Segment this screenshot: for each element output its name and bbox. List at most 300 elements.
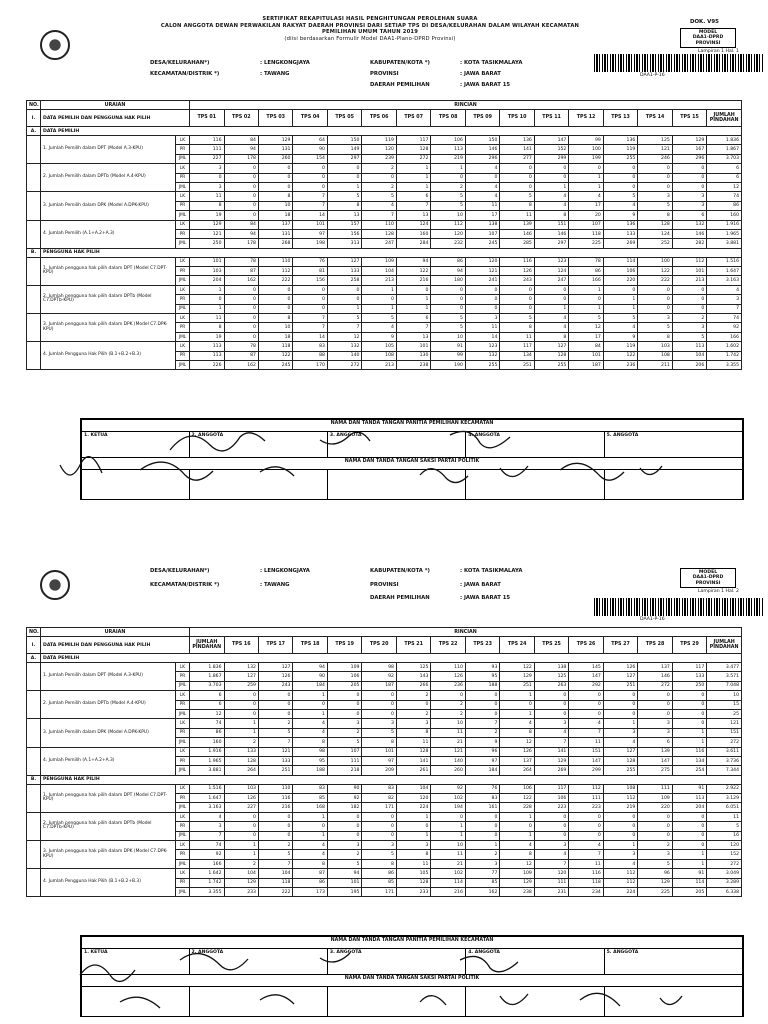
table-cell: 297 — [534, 239, 568, 248]
table-cell: 0 — [224, 201, 258, 210]
table-cell: 0 — [431, 173, 465, 182]
prov-value: : JAWA BARAT — [460, 582, 501, 588]
table-cell: 8 — [362, 859, 396, 868]
table-cell: 134 — [672, 756, 706, 765]
table-cell: 107 — [569, 220, 603, 229]
column-header: TPS 20 — [362, 637, 396, 654]
table-cell: 97 — [293, 229, 327, 238]
table-cell: 254 — [672, 766, 706, 775]
table-cell: 13 — [396, 332, 430, 341]
table-cell: 120 — [396, 794, 430, 803]
table-cell: 5 — [500, 314, 534, 323]
table-cell: 8 — [396, 728, 430, 737]
category-label: JML — [176, 831, 190, 840]
category-label: JML — [176, 766, 190, 775]
table-cell: 263 — [534, 681, 568, 690]
table-cell: 11 — [396, 859, 430, 868]
table-cell: 216 — [396, 276, 430, 285]
table-cell: 3 — [190, 182, 224, 191]
table-cell: 25 — [707, 709, 742, 718]
column-header: TPS 04 — [293, 110, 327, 127]
table-cell: 137 — [258, 220, 292, 229]
table-cell: 98 — [293, 747, 327, 756]
table-cell: 8 — [534, 211, 568, 220]
table-cell: 3.881 — [190, 766, 224, 775]
table-cell: 120 — [465, 257, 499, 266]
category-label: PR — [176, 756, 190, 765]
table-cell: 1.965 — [190, 756, 224, 765]
table-cell: 8 — [327, 201, 361, 210]
category-label: LK — [176, 747, 190, 756]
title-line-2: CALON ANGGOTA DEWAN PERWAKILAN RAKYAT DAERAH PROVINSI DARI SETIAP TPS DI DESA/KELURAHAN DALAM WILAYAH KECAMATAN — [160, 22, 580, 29]
table-cell: 0 — [396, 700, 430, 709]
table-cell: 100 — [569, 145, 603, 154]
table-cell: 3 — [190, 164, 224, 173]
table-cell: 213 — [362, 360, 396, 369]
table-cell: 116 — [500, 257, 534, 266]
table-cell: 18 — [258, 211, 292, 220]
table-cell: 0 — [500, 173, 534, 182]
table-cell: 146 — [465, 145, 499, 154]
category-label: PR — [176, 728, 190, 737]
table-cell: 190 — [431, 360, 465, 369]
table-cell: 224 — [396, 803, 430, 812]
table-cell: 8 — [500, 728, 534, 737]
table-cell: 0 — [258, 304, 292, 313]
table-cell: 4 — [465, 164, 499, 173]
table-cell: 1 — [569, 285, 603, 294]
table-cell: 0 — [293, 822, 327, 831]
table-cell: 0 — [638, 173, 672, 182]
category-label: JML — [176, 239, 190, 248]
table-cell: 78 — [224, 257, 258, 266]
row-label: 3. Jumlah pengguna hak pilih dalam DPK (Model C7.DPK-KPU) — [41, 841, 176, 869]
table-cell: 4 — [465, 192, 499, 201]
table-cell: 0 — [638, 304, 672, 313]
table-cell: 127 — [224, 672, 258, 681]
table-cell: 138 — [465, 220, 499, 229]
table-cell: 5 — [362, 850, 396, 859]
table-cell: 260 — [431, 766, 465, 775]
category-label: PR — [176, 822, 190, 831]
category-label: PR — [176, 173, 190, 182]
table-cell: 3 — [672, 323, 706, 332]
category-label: JML — [176, 154, 190, 163]
category-label: LK — [176, 192, 190, 201]
category-label: JML — [176, 803, 190, 812]
table-cell: 112 — [569, 784, 603, 793]
table-cell: 139 — [500, 220, 534, 229]
table-cell: 0 — [638, 285, 672, 294]
table-cell: 113 — [672, 794, 706, 803]
table-cell: 87 — [224, 267, 258, 276]
row-label: 4. Jumlah Pengguna Hak Pilih (B.1+B.2+B.3) — [41, 869, 176, 897]
table-cell: 74 — [707, 314, 742, 323]
table-cell: 156 — [293, 276, 327, 285]
table-cell: 152 — [534, 145, 568, 154]
table-cell: 162 — [224, 276, 258, 285]
column-header: TPS 12 — [569, 110, 603, 127]
table-cell: 255 — [603, 766, 637, 775]
table-cell: 266 — [396, 681, 430, 690]
table-cell: 1 — [224, 728, 258, 737]
model-line-3: PROVINSI — [695, 40, 721, 46]
category-label: JML — [176, 859, 190, 868]
row-label: 2. Jumlah pengguna hak pilih dalam DPTb (Model C7.DPTb-KPU) — [41, 812, 176, 840]
table-cell: 7 — [258, 738, 292, 747]
table-cell: 101 — [672, 267, 706, 276]
info-block — [150, 60, 522, 88]
party-witness-title: NAMA DAN TANDA TANGAN SAKSI PARTAI POLITIK — [82, 975, 743, 987]
table-cell: 1.965 — [707, 229, 742, 238]
table-cell: 4 — [603, 201, 637, 210]
table-cell: 109 — [638, 794, 672, 803]
table-cell: 20 — [569, 211, 603, 220]
table-cell: 4 — [569, 192, 603, 201]
section-title: DATA PEMILIH — [41, 127, 742, 136]
table-cell: 118 — [569, 229, 603, 238]
table-cell: 126 — [431, 672, 465, 681]
category-label: PR — [176, 850, 190, 859]
table-cell: 2 — [362, 164, 396, 173]
desa-value: : LENGKONGJAYA — [260, 568, 310, 574]
table-cell: 166 — [569, 276, 603, 285]
table-cell: 0 — [224, 173, 258, 182]
table-cell: 0 — [638, 295, 672, 304]
table-cell: 2 — [431, 709, 465, 718]
table-cell: 0 — [224, 304, 258, 313]
table-cell: 218 — [327, 766, 361, 775]
col-no: NO. — [27, 101, 41, 110]
table-cell: 126 — [224, 794, 258, 803]
table-cell: 0 — [327, 295, 361, 304]
table-cell: 0 — [534, 709, 568, 718]
table-cell: 141 — [534, 747, 568, 756]
table-cell: 128 — [603, 756, 637, 765]
table-cell: 125 — [638, 136, 672, 145]
table-cell: 7 — [569, 850, 603, 859]
table-cell: 236 — [603, 360, 637, 369]
category-label: LK — [176, 784, 190, 793]
table-cell: 5 — [362, 728, 396, 737]
table-cell: 119 — [603, 145, 637, 154]
column-header: TPS 19 — [327, 637, 361, 654]
section-no: A. — [27, 127, 41, 136]
model-line-3: PROVINSI — [695, 580, 721, 586]
kpu-logo — [40, 30, 70, 60]
table-cell: 88 — [293, 351, 327, 360]
row-i-title: DATA PEMILIH DAN PENGGUNA HAK PILIH — [41, 637, 190, 654]
table-cell: 1.836 — [190, 663, 224, 672]
table-cell: 6 — [396, 314, 430, 323]
column-header: TPS 21 — [396, 637, 430, 654]
table-cell: 0 — [569, 822, 603, 831]
table-cell: 0 — [224, 700, 258, 709]
table-cell: 0 — [431, 295, 465, 304]
table-cell: 5 — [327, 738, 361, 747]
table-cell: 110 — [258, 257, 292, 266]
table-cell: 147 — [569, 756, 603, 765]
table-cell: 105 — [396, 869, 430, 878]
table-cell: 4 — [569, 841, 603, 850]
table-cell: 120 — [362, 145, 396, 154]
table-cell: 129 — [500, 672, 534, 681]
member-4: 4. ANGGOTA — [466, 949, 604, 975]
table-cell: 5 — [638, 201, 672, 210]
category-label: JML — [176, 276, 190, 285]
table-cell: 232 — [431, 239, 465, 248]
table-cell: 101 — [190, 257, 224, 266]
table-cell: 104 — [362, 267, 396, 276]
table-cell: 3 — [465, 314, 499, 323]
kab-value: : KOTA TASIKMALAYA — [460, 568, 523, 574]
table-cell: 121 — [465, 267, 499, 276]
table-cell: 264 — [224, 766, 258, 775]
column-header: JUMLAH PINDAHAN — [707, 110, 742, 127]
table-cell: 86 — [190, 728, 224, 737]
table-cell: 260 — [258, 154, 292, 163]
table-cell: 0 — [534, 164, 568, 173]
category-label: LK — [176, 285, 190, 294]
table-cell: 92 — [431, 784, 465, 793]
table-cell: 133 — [327, 267, 361, 276]
table-cell: 3 — [534, 841, 568, 850]
table-cell: 8 — [258, 192, 292, 201]
table-cell: 1 — [293, 691, 327, 700]
member-5: 5. ANGGOTA — [604, 432, 742, 458]
table-cell: 17 — [465, 211, 499, 220]
table-cell: 137 — [500, 756, 534, 765]
table-cell: 6.051 — [707, 803, 742, 812]
table-cell: 166 — [190, 859, 224, 868]
table-cell: 150 — [465, 136, 499, 145]
dapil-value: : JAWA BARAT 15 — [460, 595, 511, 601]
table-cell: 4 — [569, 719, 603, 728]
table-cell: 3 — [396, 841, 430, 850]
row-label: 2. Jumlah Pemilih dalam DPTb (Model A.4-KPU) — [41, 691, 176, 719]
table-cell: 0 — [224, 182, 258, 191]
category-label: JML — [176, 738, 190, 747]
table-cell: 4 — [500, 719, 534, 728]
table-cell: 1 — [293, 812, 327, 821]
table-cell: 1 — [431, 822, 465, 831]
table-cell: 113 — [190, 351, 224, 360]
table-cell: 136 — [603, 220, 637, 229]
column-header: TPS 05 — [327, 110, 361, 127]
table-cell: 188 — [293, 766, 327, 775]
table-cell: 86 — [362, 869, 396, 878]
table-cell: 7 — [362, 211, 396, 220]
table-cell: 17 — [569, 332, 603, 341]
table-cell: 247 — [534, 276, 568, 285]
kab-label: KABUPATEN/KOTA *) — [370, 568, 430, 574]
table-cell: 86 — [569, 267, 603, 276]
table-cell: 245 — [258, 360, 292, 369]
member-2: 2. ANGGOTA — [189, 949, 327, 975]
table-cell: 198 — [293, 239, 327, 248]
table-cell: 178 — [224, 154, 258, 163]
table-cell: 239 — [362, 154, 396, 163]
category-label: LK — [176, 314, 190, 323]
table-cell: 125 — [534, 672, 568, 681]
table-cell: 243 — [500, 276, 534, 285]
table-cell: 259 — [224, 681, 258, 690]
table-cell: 128 — [224, 756, 258, 765]
table-cell: 0 — [672, 700, 706, 709]
table-cell: 12 — [190, 709, 224, 718]
table-cell: 108 — [362, 351, 396, 360]
table-cell: 140 — [431, 756, 465, 765]
table-cell: 0 — [431, 304, 465, 313]
rekap-table-page-1 — [26, 100, 742, 370]
table-cell: 14 — [293, 211, 327, 220]
table-cell: 156 — [327, 229, 361, 238]
table-cell: 121 — [190, 229, 224, 238]
table-cell: 0 — [603, 285, 637, 294]
column-header: TPS 06 — [362, 110, 396, 127]
table-cell: 238 — [500, 887, 534, 896]
table-cell: 0 — [431, 691, 465, 700]
table-cell: 3 — [534, 719, 568, 728]
column-header: TPS 03 — [258, 110, 292, 127]
section-no: B. — [27, 775, 41, 784]
table-cell: 0 — [224, 332, 258, 341]
table-cell: 205 — [327, 681, 361, 690]
table-cell: 103 — [224, 784, 258, 793]
table-cell: 146 — [534, 229, 568, 238]
table-cell: 5 — [362, 314, 396, 323]
table-cell: 0 — [500, 700, 534, 709]
table-cell: 112 — [603, 869, 637, 878]
table-cell: 7 — [465, 719, 499, 728]
table-cell: 86 — [293, 878, 327, 887]
table-cell: 225 — [569, 239, 603, 248]
table-cell: 2 — [672, 314, 706, 323]
table-cell: 223 — [569, 803, 603, 812]
table-cell: 0 — [569, 831, 603, 840]
committee-title: NAMA DAN TANDA TANGAN PANITIA PEMILIHAN KECAMATAN — [82, 937, 743, 949]
table-cell: 116 — [190, 136, 224, 145]
table-cell: 7 — [293, 314, 327, 323]
table-cell: 3.049 — [707, 869, 742, 878]
section-title: PENGGUNA HAK PILIH — [41, 248, 742, 257]
table-cell: 1 — [190, 304, 224, 313]
table-cell: 114 — [431, 878, 465, 887]
row-label: 3. Jumlah pengguna hak pilih dalam DPK (Model C7.DPK-KPU) — [41, 314, 176, 342]
table-cell: 5 — [258, 728, 292, 737]
table-cell: 74 — [190, 719, 224, 728]
table-cell: 2 — [396, 709, 430, 718]
col-rincian: RINCIAN — [190, 628, 742, 637]
member-5: 5. ANGGOTA — [604, 949, 742, 975]
category-label: LK — [176, 164, 190, 173]
column-header: TPS 02 — [224, 110, 258, 127]
document-title — [130, 16, 610, 42]
kec-label: KECAMATAN/DISTRIK *) — [150, 71, 220, 77]
table-cell: 106 — [431, 136, 465, 145]
table-cell: 0 — [362, 831, 396, 840]
kec-label: KECAMATAN/DISTRIK *) — [150, 582, 220, 588]
column-header: TPS 18 — [293, 637, 327, 654]
table-cell: 0 — [224, 709, 258, 718]
table-cell: 3 — [362, 719, 396, 728]
table-cell: 3 — [638, 719, 672, 728]
table-cell: 0 — [224, 211, 258, 220]
column-header: TPS 25 — [534, 637, 568, 654]
table-cell: 104 — [224, 869, 258, 878]
table-cell: 7 — [534, 859, 568, 868]
section-no: A. — [27, 654, 41, 663]
table-cell: 1.647 — [707, 267, 742, 276]
table-cell: 1 — [327, 304, 361, 313]
table-cell: 18 — [258, 332, 292, 341]
table-cell: 8 — [362, 738, 396, 747]
table-cell: 5 — [258, 850, 292, 859]
table-cell: 123 — [465, 342, 499, 351]
table-cell: 112 — [603, 794, 637, 803]
title-line-3: PEMILIHAN UMUM TAHUN 2019 — [321, 29, 419, 35]
table-cell: 1 — [603, 304, 637, 313]
table-cell: 268 — [258, 239, 292, 248]
table-cell: 104 — [672, 351, 706, 360]
handwritten-signatures-page-1 — [20, 410, 740, 510]
category-label: JML — [176, 332, 190, 341]
table-cell: 199 — [569, 154, 603, 163]
category-label: PR — [176, 672, 190, 681]
table-cell: 160 — [190, 738, 224, 747]
column-header: TPS 28 — [638, 637, 672, 654]
table-cell: 87 — [224, 351, 258, 360]
table-cell: 120 — [534, 869, 568, 878]
table-cell: 182 — [327, 803, 361, 812]
table-cell: 10 — [431, 211, 465, 220]
table-cell: 188 — [465, 681, 499, 690]
table-cell: 132 — [327, 342, 361, 351]
table-cell: 0 — [672, 812, 706, 821]
table-cell: 3 — [396, 719, 430, 728]
table-cell: 247 — [362, 239, 396, 248]
section-no: B. — [27, 248, 41, 257]
table-cell: 5 — [327, 314, 361, 323]
table-cell: 4 — [534, 850, 568, 859]
table-cell: 11 — [190, 314, 224, 323]
table-cell: 124 — [534, 267, 568, 276]
column-header: TPS 27 — [603, 637, 637, 654]
category-label: JML — [176, 182, 190, 191]
table-cell: 3 — [190, 822, 224, 831]
table-cell: 103 — [638, 342, 672, 351]
table-cell: 106 — [603, 267, 637, 276]
table-cell: 146 — [638, 672, 672, 681]
category-label: PR — [176, 267, 190, 276]
table-cell: 0 — [258, 182, 292, 191]
table-cell: 0 — [362, 173, 396, 182]
member-1: 1. KETUA — [82, 432, 190, 458]
table-cell: 154 — [293, 154, 327, 163]
table-cell: 126 — [603, 663, 637, 672]
column-header: JUMLAH PINDAHAN — [190, 637, 224, 654]
table-cell: 116 — [258, 794, 292, 803]
table-cell: 1 — [465, 841, 499, 850]
table-cell: 141 — [500, 145, 534, 154]
table-cell: 147 — [569, 672, 603, 681]
table-cell: 255 — [534, 360, 568, 369]
table-cell: 100 — [638, 257, 672, 266]
table-cell: 151 — [534, 220, 568, 229]
table-cell: 117 — [500, 342, 534, 351]
table-cell: 126 — [500, 747, 534, 756]
kpu-logo — [40, 570, 70, 600]
